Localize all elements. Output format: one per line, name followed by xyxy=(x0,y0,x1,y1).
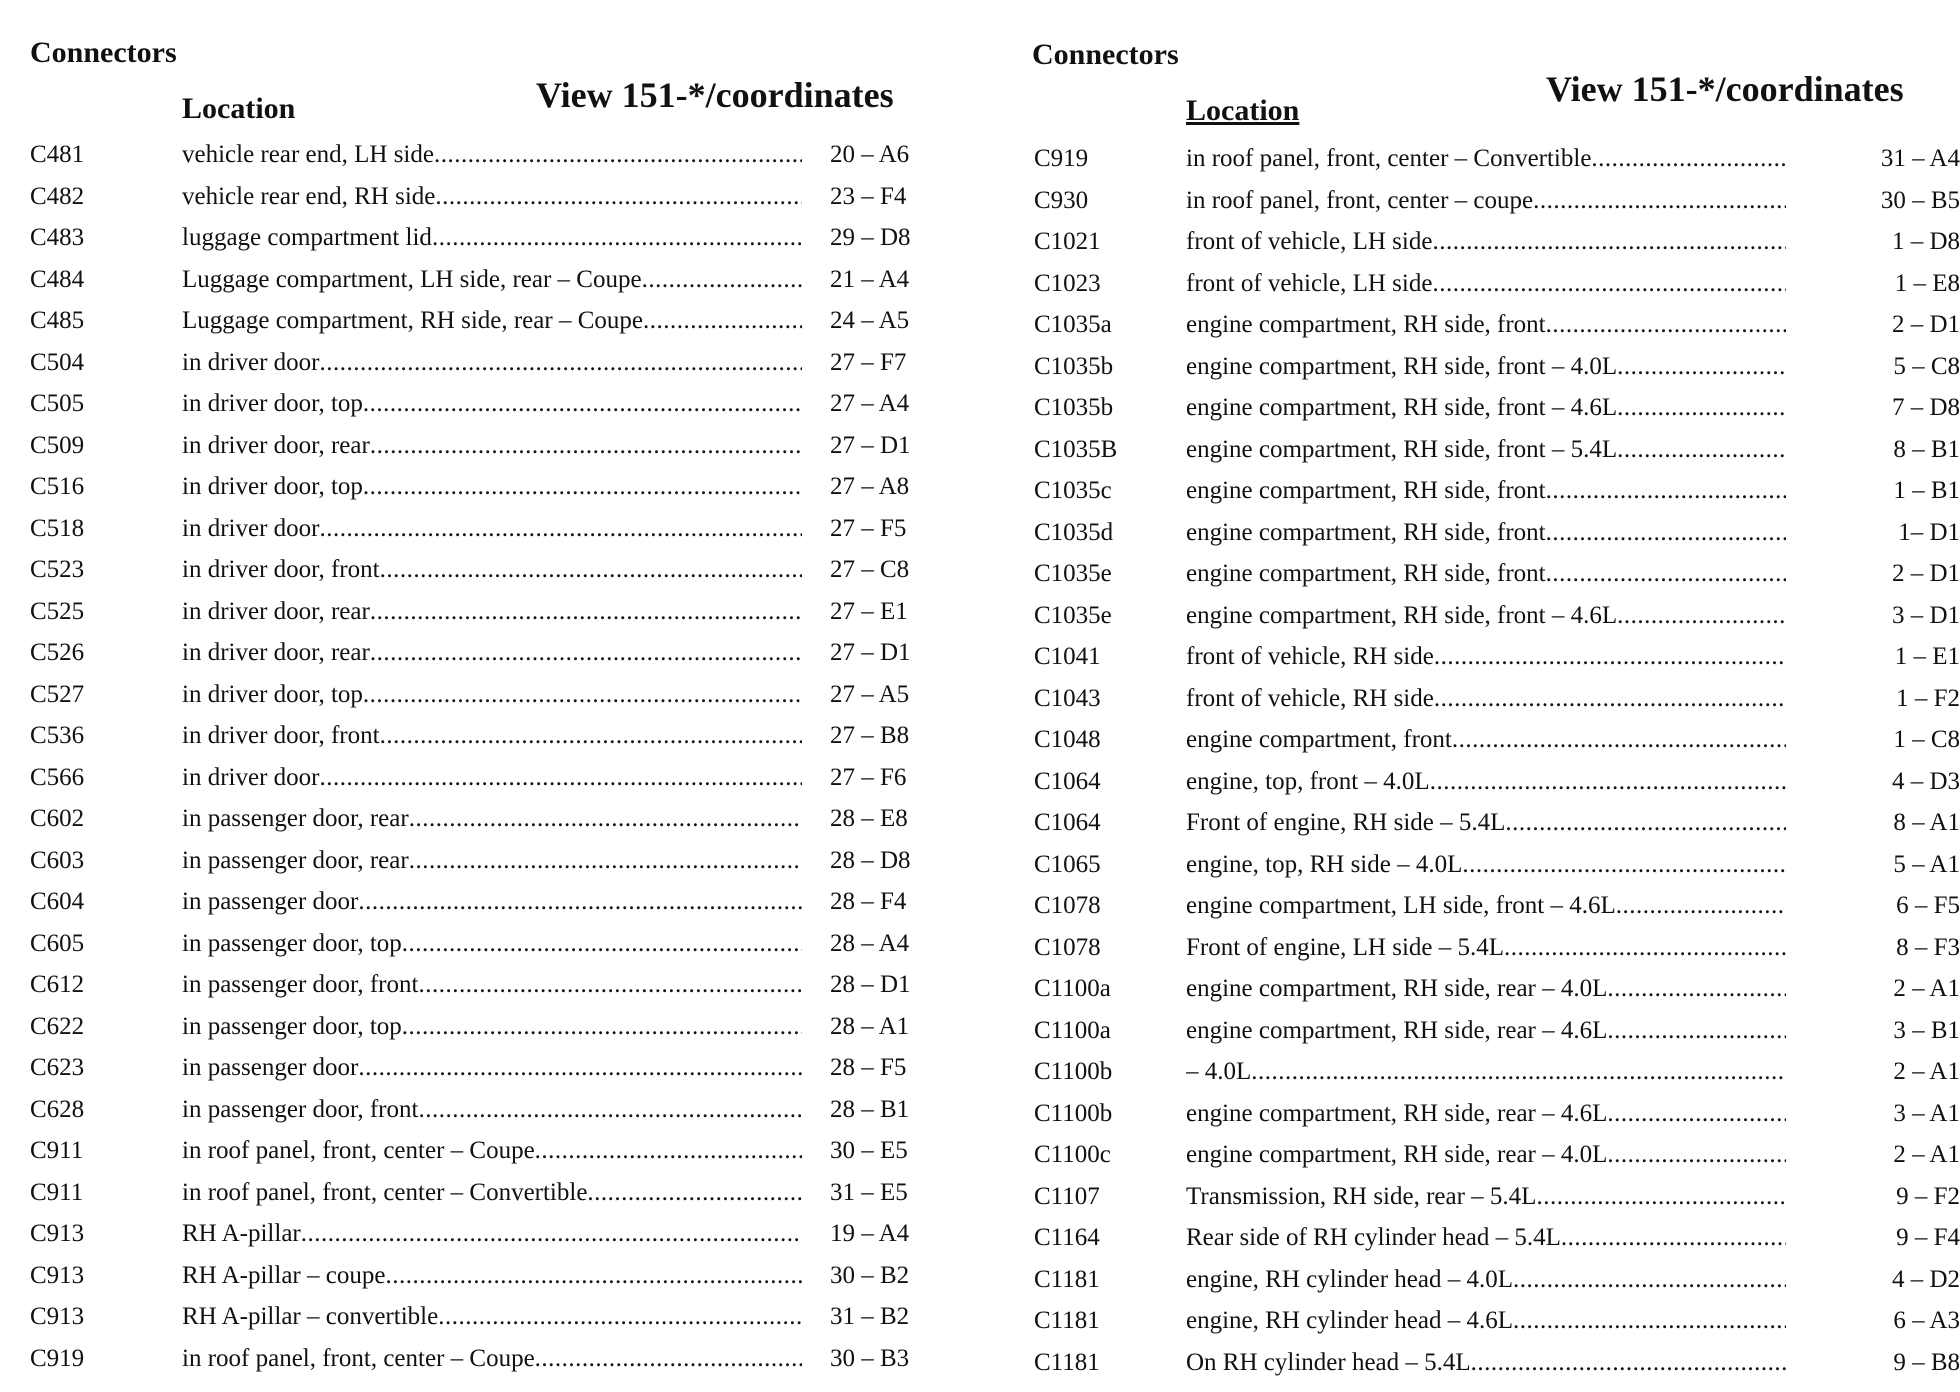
view-coordinate: 27 – A4 xyxy=(830,390,910,417)
connector-row xyxy=(30,881,950,923)
connector-row xyxy=(30,1006,950,1048)
view-coordinate: 1 – F2 xyxy=(1896,684,1960,712)
view-coordinate: 27 – D1 xyxy=(830,639,911,666)
connector-location: engine, top, RH side – 4.0L ..... xyxy=(1186,844,1786,886)
view-coordinate: 27 – C8 xyxy=(830,556,910,583)
view-coordinate: 27 – A8 xyxy=(830,473,910,500)
connector-code: C1100a xyxy=(1034,1016,1111,1044)
connector-location: Luggage compartment, RH side, rear – Coupe ..... xyxy=(182,300,802,342)
view-coordinate: 4 – D3 xyxy=(1891,767,1960,795)
section-title: Connectors xyxy=(30,36,177,69)
view-coordinate: 31 – E5 xyxy=(830,1178,908,1206)
connector-row xyxy=(1034,553,1960,595)
connector-code: C919 xyxy=(30,1344,85,1372)
connector-location: in driver door, top ..... xyxy=(182,383,802,425)
connector-row xyxy=(30,840,950,882)
connector-location: in driver door, top ..... xyxy=(182,466,802,508)
connector-code: C516 xyxy=(30,473,85,500)
connector-list xyxy=(1034,138,1960,1383)
connector-location: in driver door ..... xyxy=(182,757,802,799)
connector-row xyxy=(1034,719,1960,761)
connector-code: C1035b xyxy=(1034,352,1114,380)
connector-code: C484 xyxy=(30,265,85,293)
view-coordinate: 1 – D8 xyxy=(1891,228,1960,255)
connector-row xyxy=(1034,1176,1960,1218)
connector-code: C505 xyxy=(30,390,85,417)
connector-row xyxy=(30,923,950,965)
view-coordinate: 9 – F2 xyxy=(1896,1182,1960,1210)
connector-code: C628 xyxy=(30,1095,85,1123)
connector-code: C518 xyxy=(30,514,85,542)
view-coordinate: 28 – B1 xyxy=(830,1095,910,1123)
connector-code: C1100c xyxy=(1034,1141,1111,1168)
connector-code: C481 xyxy=(30,141,85,168)
right-column xyxy=(1000,0,1960,1392)
connector-location: Rear side of RH cylinder head – 5.4L ..... xyxy=(1186,1217,1786,1259)
view-coordinate: 3 – D1 xyxy=(1891,601,1960,629)
connector-row xyxy=(30,549,950,591)
connector-location: in driver door, front ..... xyxy=(182,715,802,757)
view-coordinate: 29 – D8 xyxy=(830,224,911,251)
connector-row xyxy=(1034,346,1960,388)
connector-code: C1064 xyxy=(1034,767,1101,795)
view-coordinate: 5 – A1 xyxy=(1893,850,1960,878)
view-coordinate: 31 – A4 xyxy=(1880,145,1960,172)
connector-code: C1035e xyxy=(1034,560,1112,587)
connector-location: – 4.0L ..... xyxy=(1186,1051,1786,1093)
connector-code: C1021 xyxy=(1034,228,1101,255)
view-coordinate: 21 – A4 xyxy=(830,265,910,293)
connector-code: C604 xyxy=(30,888,85,915)
view-coordinate: 3 – A1 xyxy=(1893,1099,1960,1127)
view-coordinate: 28 – A1 xyxy=(830,1012,910,1040)
connector-location: engine compartment, front ..... xyxy=(1186,719,1786,761)
connector-row xyxy=(30,508,950,550)
view-coordinate: 27 – D1 xyxy=(830,431,911,459)
connector-code: C1078 xyxy=(1034,892,1101,919)
connector-location: in driver door, front ..... xyxy=(182,549,802,591)
connector-row xyxy=(1034,595,1960,637)
connector-code: C1100b xyxy=(1034,1099,1113,1127)
connector-location: engine, RH cylinder head – 4.0L ..... xyxy=(1186,1259,1786,1301)
view-coordinate: 30 – E5 xyxy=(830,1137,908,1164)
connector-row xyxy=(1034,138,1960,180)
connector-location: in passenger door, front ..... xyxy=(182,1089,802,1131)
connector-row xyxy=(30,1255,950,1297)
connector-row xyxy=(1034,636,1960,678)
connector-location: front of vehicle, LH side ..... xyxy=(1186,221,1786,263)
connector-location: engine compartment, RH side, rear – 4.0L ..... xyxy=(1186,1134,1786,1176)
connector-location: RH A-pillar ..... xyxy=(182,1213,802,1255)
view-coordinate: 2 – D1 xyxy=(1891,311,1960,338)
connector-row xyxy=(1034,761,1960,803)
view-coordinate: 28 – D8 xyxy=(830,846,911,874)
connector-location: in passenger door, rear ..... xyxy=(182,840,802,882)
left-column xyxy=(0,0,960,1392)
connector-code: C1107 xyxy=(1034,1182,1100,1210)
connector-row xyxy=(1034,1134,1960,1176)
view-coordinate: 28 – D1 xyxy=(830,971,911,998)
connector-code: C509 xyxy=(30,431,85,459)
connector-location: in passenger door, top ..... xyxy=(182,1006,802,1048)
connector-row xyxy=(1034,470,1960,512)
connector-location: Transmission, RH side, rear – 5.4L ..... xyxy=(1186,1176,1786,1218)
connector-location: engine compartment, RH side, front – 5.4L ..... xyxy=(1186,429,1786,471)
view-coordinate: 28 – E8 xyxy=(830,805,908,832)
connector-row xyxy=(30,300,950,342)
connector-location: in roof panel, front, center – Convertible ..... xyxy=(1186,138,1786,180)
view-coordinate: 6 – F5 xyxy=(1896,892,1960,919)
connector-row xyxy=(1034,263,1960,305)
connector-row xyxy=(1034,927,1960,969)
view-coordinate: 1 – B1 xyxy=(1893,477,1960,504)
connector-location: engine compartment, RH side, front ..... xyxy=(1186,512,1786,554)
connector-location: in roof panel, front, center – coupe ..... xyxy=(1186,180,1786,222)
connector-location: in driver door ..... xyxy=(182,508,802,550)
connector-code: C566 xyxy=(30,763,85,791)
connector-row xyxy=(1034,1010,1960,1052)
connector-row xyxy=(1034,968,1960,1010)
connector-code: C911 xyxy=(30,1178,84,1206)
view-coordinates-header: View 151-*/coordinates xyxy=(1546,69,1904,109)
connector-row xyxy=(1034,304,1960,346)
connector-location: in passenger door ..... xyxy=(182,881,802,923)
connector-location: in driver door ..... xyxy=(182,342,802,384)
view-coordinate: 5 – C8 xyxy=(1893,352,1960,380)
connector-code: C1181 xyxy=(1034,1348,1100,1376)
connector-location: engine compartment, RH side, front ..... xyxy=(1186,470,1786,512)
connector-location: RH A-pillar – convertible ..... xyxy=(182,1296,802,1338)
connector-row xyxy=(30,798,950,840)
connector-location: engine compartment, RH side, front – 4.0L ..... xyxy=(1186,346,1786,388)
connector-row xyxy=(30,757,950,799)
view-coordinate: 2 – A1 xyxy=(1893,1141,1960,1168)
connector-code: C602 xyxy=(30,805,85,832)
connector-code: C913 xyxy=(30,1261,85,1289)
view-coordinate: 30 – B5 xyxy=(1880,186,1960,214)
connector-code: C536 xyxy=(30,722,85,749)
location-header: Location xyxy=(1186,94,1300,127)
connector-row xyxy=(1034,678,1960,720)
connector-row xyxy=(30,1296,950,1338)
section-title: Connectors xyxy=(1032,38,1179,71)
view-coordinate: 27 – B8 xyxy=(830,722,910,749)
connector-location: vehicle rear end, RH side ..... xyxy=(182,176,802,218)
connector-location: in driver door, rear ..... xyxy=(182,591,802,633)
connector-code: C1164 xyxy=(1034,1224,1100,1251)
connector-location: in passenger door, front ..... xyxy=(182,964,802,1006)
location-header: Location xyxy=(182,92,296,125)
connector-row xyxy=(30,1338,950,1380)
connector-location: in passenger door, top ..... xyxy=(182,923,802,965)
connector-row xyxy=(1034,802,1960,844)
connector-row xyxy=(30,1130,950,1172)
connector-row xyxy=(30,715,950,757)
connector-code: C525 xyxy=(30,597,85,625)
connector-row xyxy=(1034,1300,1960,1342)
view-coordinate: 8 – B1 xyxy=(1893,435,1960,463)
connector-code: C919 xyxy=(1034,145,1089,172)
view-coordinate: 23 – F4 xyxy=(830,182,907,210)
view-coordinate: 27 – A5 xyxy=(830,680,910,708)
connector-row xyxy=(30,1172,950,1214)
view-coordinate: 28 – A4 xyxy=(830,929,910,957)
connector-code: C612 xyxy=(30,971,85,998)
connector-row xyxy=(30,383,950,425)
connector-location: engine compartment, RH side, rear – 4.0L ..... xyxy=(1186,968,1786,1010)
connector-code: C623 xyxy=(30,1054,85,1081)
connector-code: C504 xyxy=(30,348,85,376)
view-coordinate: 1 – E8 xyxy=(1894,269,1960,297)
view-coordinate: 8 – F3 xyxy=(1896,933,1960,961)
connector-location: front of vehicle, LH side ..... xyxy=(1186,263,1786,305)
view-coordinate: 27 – F7 xyxy=(830,348,907,376)
connector-location: luggage compartment lid ..... xyxy=(182,217,802,259)
connector-code: C1035b xyxy=(1034,394,1114,421)
connector-location: engine compartment, RH side, rear – 4.6L ..... xyxy=(1186,1093,1786,1135)
connector-location: in roof panel, front, center – Convertible ..... xyxy=(182,1172,802,1214)
connector-row xyxy=(1034,512,1960,554)
connector-row xyxy=(1034,221,1960,263)
view-coordinate: 2 – A1 xyxy=(1893,1058,1960,1085)
connector-location: in driver door, top ..... xyxy=(182,674,802,716)
view-coordinates-header: View 151-*/coordinates xyxy=(536,75,894,115)
connector-row xyxy=(30,342,950,384)
connector-code: C605 xyxy=(30,929,85,957)
view-coordinate: 27 – F6 xyxy=(830,763,907,791)
connector-row xyxy=(1034,844,1960,886)
connector-location: On RH cylinder head – 5.4L ..... xyxy=(1186,1342,1786,1384)
connector-location: engine compartment, RH side, front – 4.6L ..... xyxy=(1186,595,1786,637)
connector-row xyxy=(30,632,950,674)
connector-location: engine compartment, RH side, front – 4.6L ..... xyxy=(1186,387,1786,429)
connector-location: in roof panel, front, center – Coupe ..... xyxy=(182,1130,802,1172)
view-coordinate: 20 – A6 xyxy=(830,141,910,168)
connector-code: C1035d xyxy=(1034,518,1114,546)
connector-row xyxy=(1034,1093,1960,1135)
view-coordinate: 24 – A5 xyxy=(830,307,910,334)
connector-row xyxy=(30,1213,950,1255)
connector-row xyxy=(30,425,950,467)
connector-row xyxy=(30,134,950,176)
connector-code: C1023 xyxy=(1034,269,1101,297)
view-coordinate: 8 – A1 xyxy=(1893,809,1960,836)
connector-location: Front of engine, RH side – 5.4L ..... xyxy=(1186,802,1786,844)
connector-location: RH A-pillar – coupe ..... xyxy=(182,1255,802,1297)
connector-row xyxy=(30,217,950,259)
connector-row xyxy=(1034,1259,1960,1301)
connector-location: front of vehicle, RH side ..... xyxy=(1186,678,1786,720)
connector-location: engine, top, front – 4.0L ..... xyxy=(1186,761,1786,803)
connector-location: in passenger door, rear ..... xyxy=(182,798,802,840)
view-coordinate: 9 – F4 xyxy=(1896,1224,1960,1251)
view-coordinate: 27 – E1 xyxy=(830,597,908,625)
connector-list xyxy=(30,134,950,1379)
connector-code: C1100a xyxy=(1034,975,1111,1002)
connector-location: Front of engine, LH side – 5.4L ..... xyxy=(1186,927,1786,969)
connector-code: C1078 xyxy=(1034,933,1101,961)
view-coordinate: 28 – F5 xyxy=(830,1054,907,1081)
connector-location: front of vehicle, RH side ..... xyxy=(1186,636,1786,678)
view-coordinate: 19 – A4 xyxy=(830,1220,910,1247)
view-coordinate: 3 – B1 xyxy=(1893,1016,1960,1044)
connector-row xyxy=(30,674,950,716)
connector-code: C913 xyxy=(30,1303,85,1330)
connector-location: in passenger door ..... xyxy=(182,1047,802,1089)
connector-code: C1035B xyxy=(1034,435,1118,463)
connector-code: C485 xyxy=(30,307,85,334)
view-coordinate: 7 – D8 xyxy=(1891,394,1960,421)
connector-row xyxy=(1034,885,1960,927)
connector-row xyxy=(1034,429,1960,471)
connector-code: C911 xyxy=(30,1137,84,1164)
connector-row xyxy=(30,591,950,633)
connector-code: C1064 xyxy=(1034,809,1101,836)
view-coordinate: 28 – F4 xyxy=(830,888,907,915)
connector-location: engine compartment, RH side, front ..... xyxy=(1186,553,1786,595)
connector-code: C1035e xyxy=(1034,601,1112,629)
connector-code: C483 xyxy=(30,224,85,251)
connector-location: Luggage compartment, LH side, rear – Coupe ..... xyxy=(182,259,802,301)
connector-row xyxy=(1034,1217,1960,1259)
connector-location: engine compartment, RH side, rear – 4.6L ..... xyxy=(1186,1010,1786,1052)
view-coordinate: 27 – F5 xyxy=(830,514,907,542)
connector-row xyxy=(1034,1342,1960,1384)
connector-location: vehicle rear end, LH side ..... xyxy=(182,134,802,176)
view-coordinate: 30 – B3 xyxy=(830,1344,910,1372)
connector-row xyxy=(30,259,950,301)
connector-code: C1041 xyxy=(1034,643,1101,670)
view-coordinate: 6 – A3 xyxy=(1893,1307,1960,1334)
view-coordinate: 30 – B2 xyxy=(830,1261,910,1289)
connector-row xyxy=(30,1047,950,1089)
connector-row xyxy=(1034,387,1960,429)
connector-code: C913 xyxy=(30,1220,85,1247)
view-coordinate: 2 – D1 xyxy=(1891,560,1960,587)
view-coordinate: 1 – E1 xyxy=(1894,643,1960,670)
view-coordinate: 1 – C8 xyxy=(1893,726,1960,753)
connector-code: C482 xyxy=(30,182,85,210)
connector-row xyxy=(30,466,950,508)
connector-code: C526 xyxy=(30,639,85,666)
connector-row xyxy=(30,176,950,218)
connector-code: C523 xyxy=(30,556,85,583)
view-coordinate: 2 – A1 xyxy=(1893,975,1960,1002)
connector-code: C1100b xyxy=(1034,1058,1113,1085)
connector-code: C527 xyxy=(30,680,85,708)
view-coordinate: 31 – B2 xyxy=(830,1303,910,1330)
connector-row xyxy=(30,964,950,1006)
connector-code: C1048 xyxy=(1034,726,1101,753)
connector-row xyxy=(30,1089,950,1131)
connector-code: C1065 xyxy=(1034,850,1101,878)
connector-code: C1035a xyxy=(1034,311,1112,338)
connector-location: engine, RH cylinder head – 4.6L ..... xyxy=(1186,1300,1786,1342)
view-coordinate: 4 – D2 xyxy=(1891,1265,1960,1293)
connector-location: in roof panel, front, center – Coupe ..... xyxy=(182,1338,802,1380)
connector-location: engine compartment, LH side, front – 4.6L ..... xyxy=(1186,885,1786,927)
connector-code: C603 xyxy=(30,846,85,874)
connector-row xyxy=(1034,1051,1960,1093)
connector-location: in driver door, rear ..... xyxy=(182,425,802,467)
connector-code: C1181 xyxy=(1034,1307,1100,1334)
connector-location: engine compartment, RH side, front ..... xyxy=(1186,304,1786,346)
connector-code: C930 xyxy=(1034,186,1089,214)
connector-location: in driver door, rear ..... xyxy=(182,632,802,674)
connector-code: C622 xyxy=(30,1012,85,1040)
view-coordinate: 9 – B8 xyxy=(1893,1348,1960,1376)
connector-code: C1035c xyxy=(1034,477,1112,504)
view-coordinate: 1– D1 xyxy=(1898,518,1960,546)
connector-code: C1181 xyxy=(1034,1265,1100,1293)
connector-code: C1043 xyxy=(1034,684,1101,712)
connector-row xyxy=(1034,180,1960,222)
